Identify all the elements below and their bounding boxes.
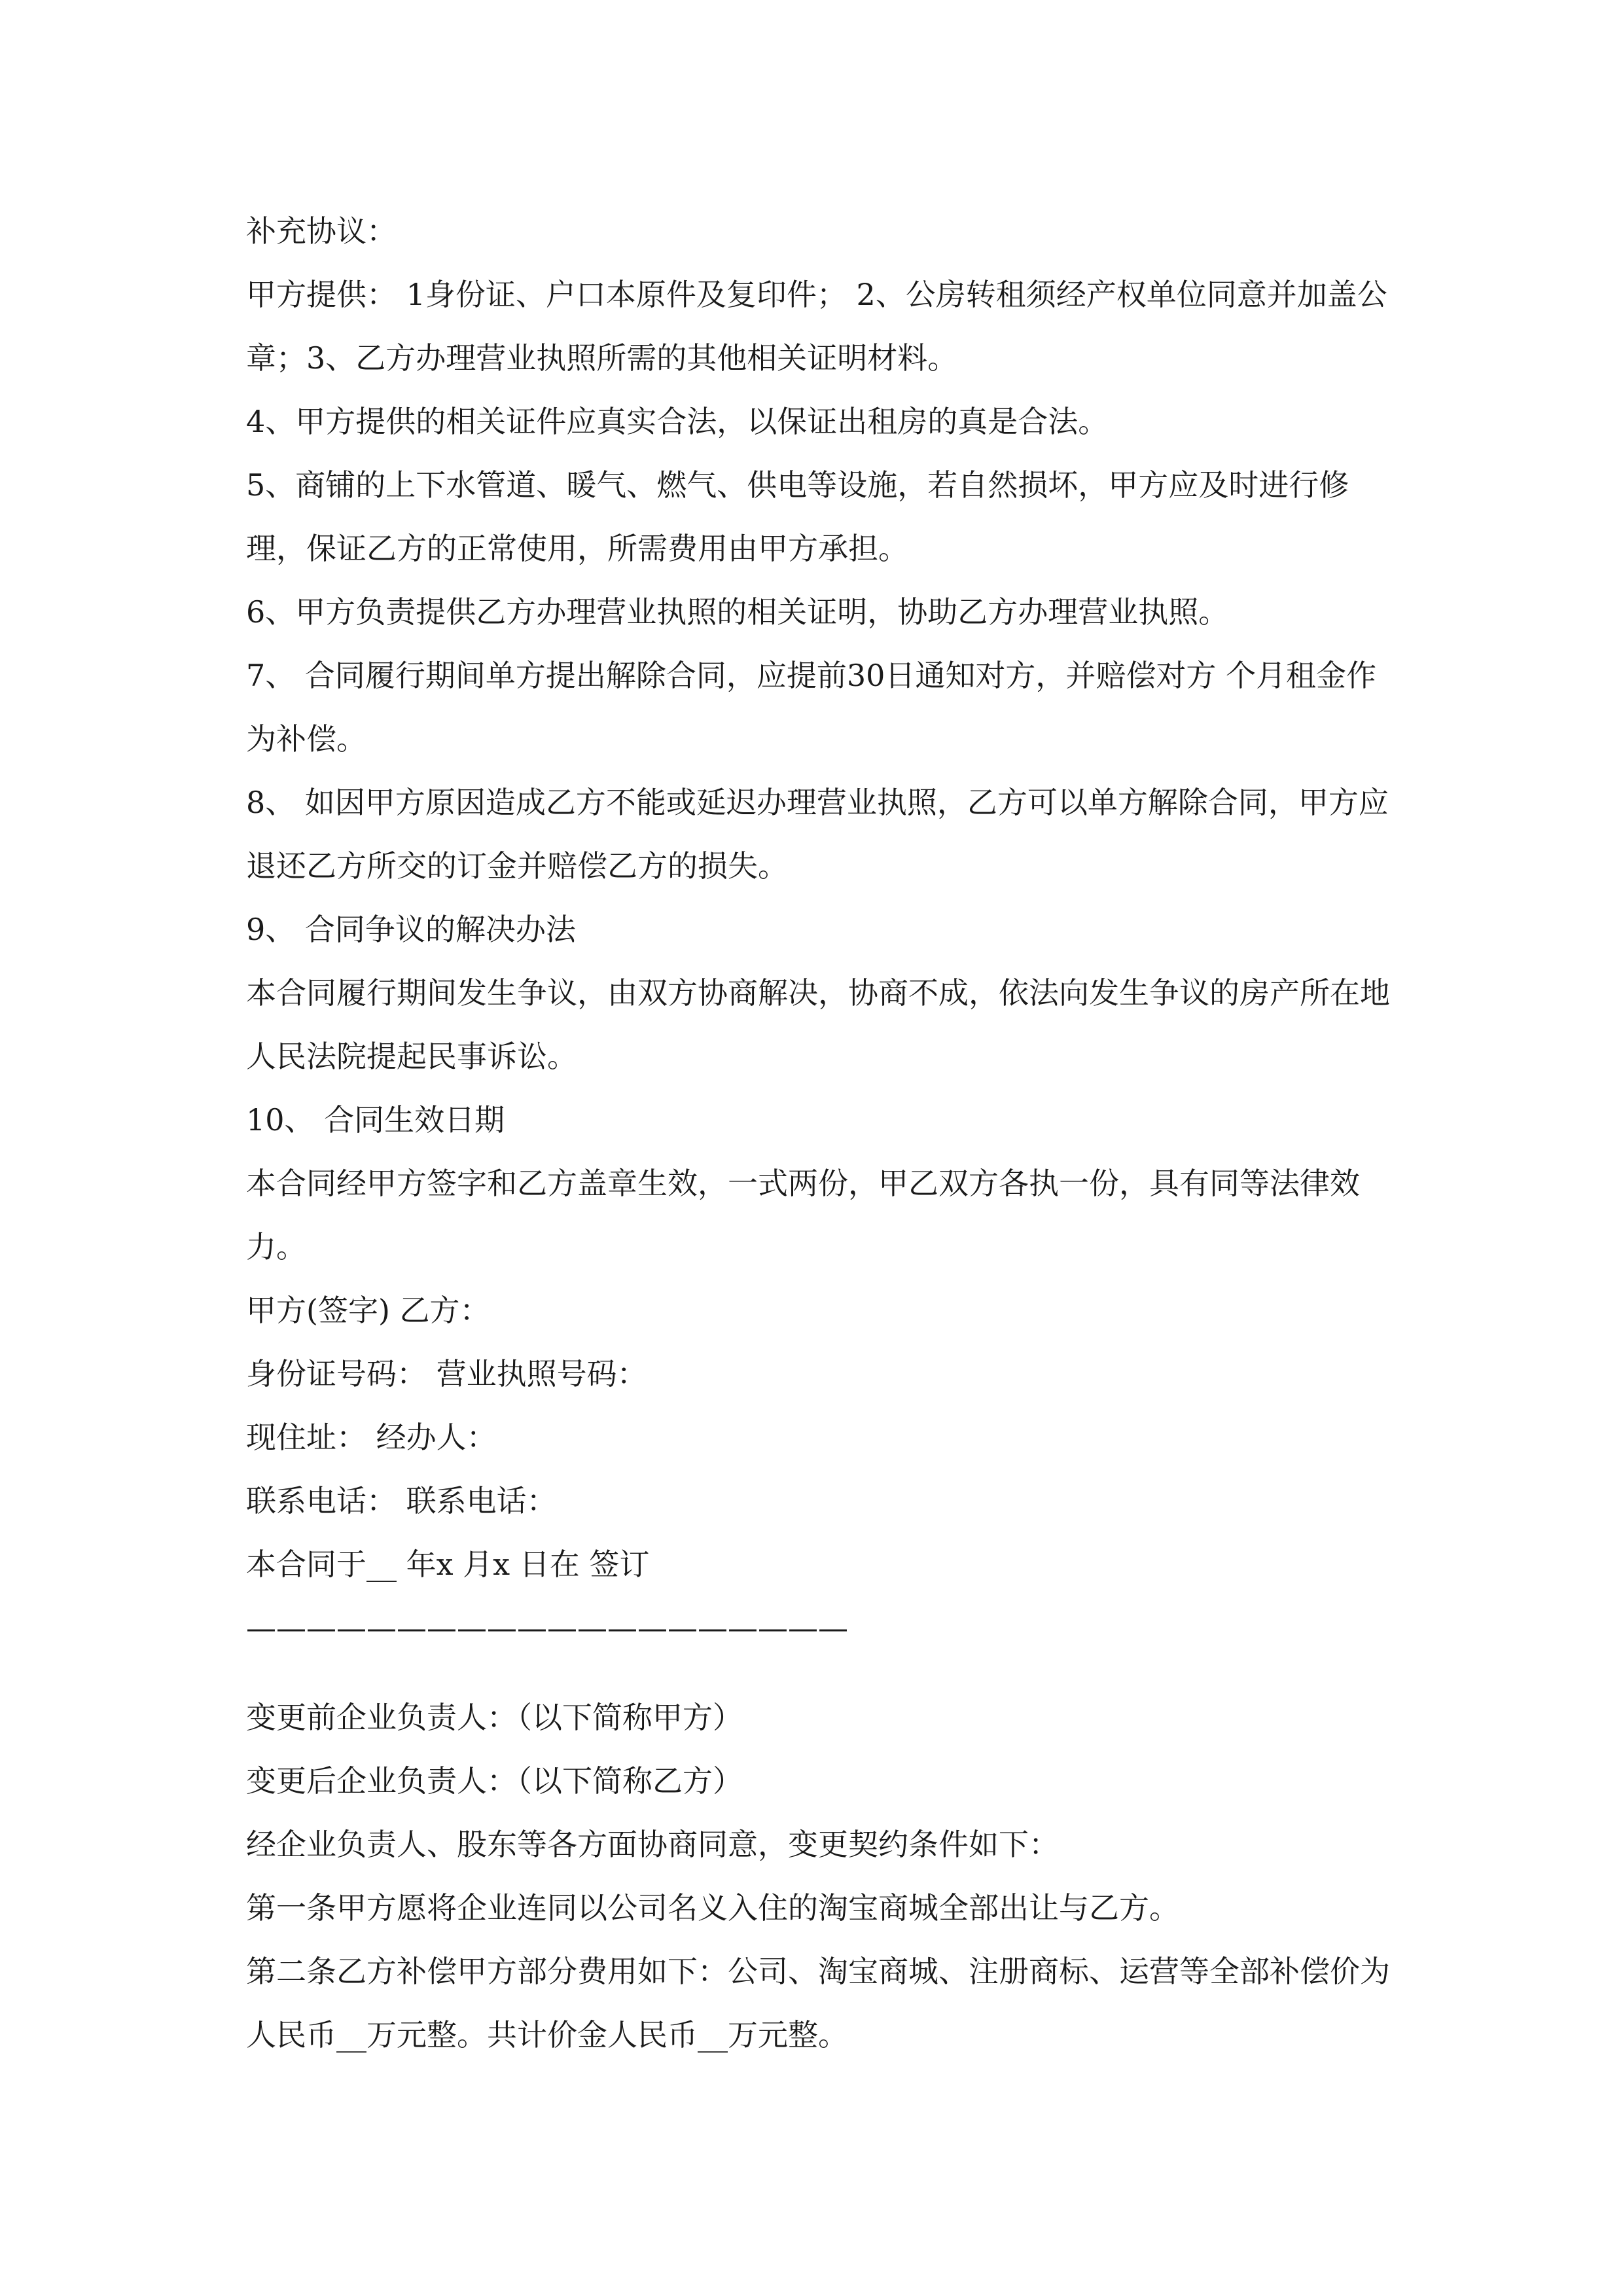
signature-phone-line: 联系电话： 联系电话： xyxy=(246,1483,557,1518)
clause-9-title: 9、 合同争议的解决办法 xyxy=(246,912,576,947)
new-responsible-person: 变更后企业负责人：（以下简称乙方） xyxy=(246,1763,743,1799)
former-responsible-person: 变更前企业负责人：（以下简称甲方） xyxy=(246,1700,743,1735)
article-2: 第二条乙方补偿甲方部分费用如下：公司、淘宝商城、注册商标、运营等全部补偿价为人民币__万元整。共计价金人民币__万元整。 xyxy=(246,1954,1390,2053)
heading-supplementary-agreement: 补充协议： xyxy=(246,213,397,249)
signature-id-line: 身份证号码： 营业执照号码： xyxy=(246,1356,647,1391)
clause-7: 7、 合同履行期间单方提出解除合同，应提前30日通知对方，并赔偿对方 个月租金作为补偿。 xyxy=(246,658,1377,757)
change-intro: 经企业负责人、股东等各方面协商同意，变更契约条件如下： xyxy=(246,1827,1059,1862)
section-divider: ———————————————————— xyxy=(246,1610,848,1645)
clause-4: 4、甲方提供的相关证件应真实合法，以保证出租房的真是合法。 xyxy=(246,404,1109,439)
clause-6: 6、甲方负责提供乙方办理营业执照的相关证明，协助乙方办理营业执照。 xyxy=(246,594,1229,630)
clause-5: 5、商铺的上下水管道、暖气、燃气、供电等设施，若自然损坏，甲方应及时进行修理，保证乙方的正常使用，所需费用由甲方承担。 xyxy=(246,467,1349,566)
signing-date-line: 本合同于__ 年x 月x 日在 签订 xyxy=(246,1547,650,1582)
clause-8: 8、 如因甲方原因造成乙方不能或延迟办理营业执照，乙方可以单方解除合同，甲方应退还乙方所交的订金并赔偿乙方的损失。 xyxy=(246,785,1389,884)
spacer xyxy=(246,1660,1398,1686)
clause-10-title: 10、 合同生效日期 xyxy=(246,1102,505,1138)
article-1: 第一条甲方愿将企业连同以公司名义入住的淘宝商城全部出让与乙方。 xyxy=(246,1890,1179,1926)
clause-10-body: 本合同经甲方签字和乙方盖章生效，一式两份，甲乙双方各执一份，具有同等法律效力。 xyxy=(246,1166,1360,1265)
document-body xyxy=(246,200,1398,2067)
signature-address-line: 现住址： 经办人： xyxy=(246,1420,497,1455)
signature-party-line: 甲方(签字) 乙方： xyxy=(246,1293,490,1328)
clause-9-body: 本合同履行期间发生争议，由双方协商解决，协商不成，依法向发生争议的房产所在地人民法院提起民事诉讼。 xyxy=(246,975,1390,1074)
clause-party-a-provides: 甲方提供： 1身份证、户口本原件及复印件； 2、公房转租须经产权单位同意并加盖公章；3、乙方办理营业执照所需的其他相关证明材料。 xyxy=(246,277,1387,376)
